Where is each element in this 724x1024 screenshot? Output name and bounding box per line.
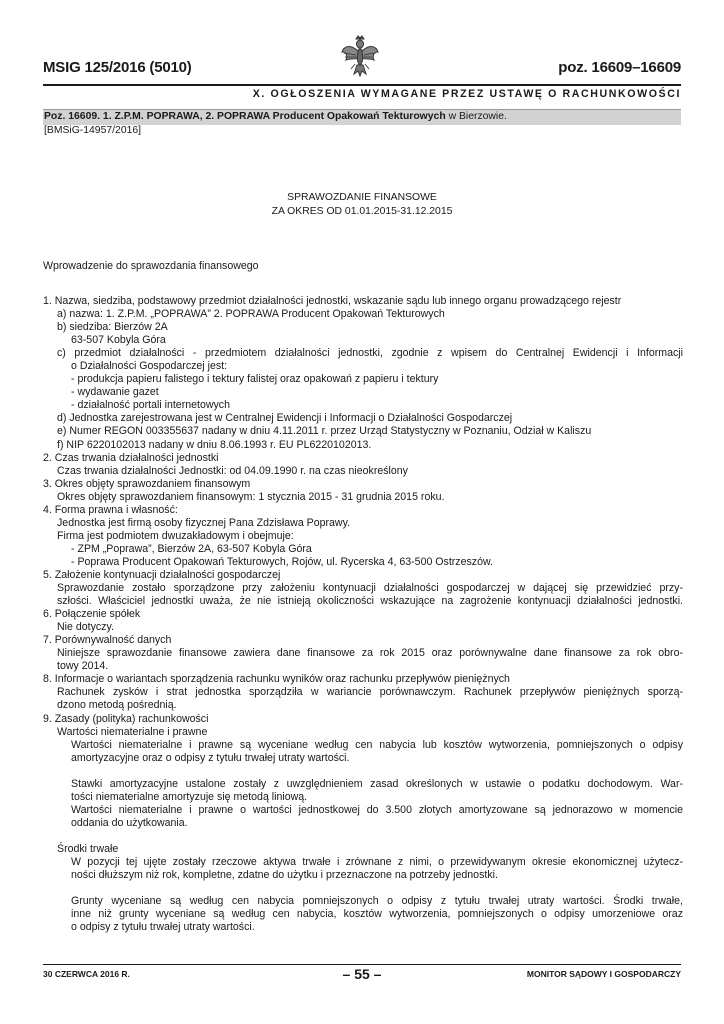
text-line: e) Numer REGON 003355637 nadany w dniu 4.11.2011 r. przez Urząd Statystyczny w Poznaniu, Odział w Kaliszu (57, 425, 592, 438)
paragraph-gap (43, 765, 683, 778)
text-line: o Działalności Gospodarczej jest: (71, 360, 228, 373)
text-line: towy 2014. (57, 660, 109, 673)
header-rule (43, 84, 681, 86)
text-line: b) siedziba: Bierzów 2A (57, 321, 168, 334)
text-line: 4. Forma prawna i własność: (43, 503, 178, 516)
text-line: - produkcja papieru falistego i tektury falistej oraz opakowań z papieru i tektury (71, 373, 439, 386)
text-line: o odpisy z tytułu trwałej utraty wartości. (71, 921, 255, 934)
text-line: tości niematerialne amortyzuje się metodą liniową. (71, 790, 308, 803)
text-line: Środki trwałe (57, 842, 119, 855)
text-line: 9. Zasady (polityka) rachunkowości (43, 712, 209, 725)
page-number: – 55 – (342, 966, 382, 982)
paragraph-gap (43, 882, 683, 895)
text-line: Rachunek zysków i strat jednostka sporządziła w wariancie porównawczym. Rachunek przepływów pieniężnych sporzą- (57, 686, 683, 699)
position-number: poz. 16609–16609 (558, 59, 681, 76)
text-line: - działalność portali internetowych (71, 399, 230, 412)
text-line: inne niż grunty wyceniane są według cen nabycia, kosztów wytworzenia, pomniejszonych o odpisy umorzeniowe oraz (71, 908, 683, 921)
text-line: f) NIP 6220102013 nadany w dniu 8.06.1993 r. EU PL6220102013. (57, 438, 372, 451)
report-title (43, 191, 681, 219)
text-line: Czas trwania działalności Jednostki: od 04.09.1990 r. na czas nieokreślony (57, 464, 408, 477)
report-period-line: ZA OKRES OD 01.01.2015-31.12.2015 (271, 206, 453, 217)
text-line: Okres objęty sprawozdaniem finansowym: 1 stycznia 2015 - 31 grudnia 2015 roku. (57, 490, 445, 503)
text-line: ności dłuższym niż rok, kompletne, zdatne do użytku i przeznaczone na potrzeby jednostki. (71, 868, 498, 881)
section-title: X. OGŁOSZENIA WYMAGANE PRZEZ USTAWĘ O RACHUNKOWOŚCI (252, 88, 681, 100)
notice-heading (44, 111, 680, 122)
text-line: Nie dotyczy. (57, 621, 114, 634)
document-body (43, 295, 683, 934)
notice-id: [BMSiG-14957/2016] (44, 125, 142, 136)
text-line: - wydawanie gazet (71, 386, 159, 399)
text-line: - Poprawa Producent Opakowań Tekturowych, Rojów, ul. Rycerska 4, 63-500 Ostrzeszów. (71, 555, 493, 568)
text-line: 6. Połączenie spółek (43, 608, 141, 621)
text-line: Sprawozdanie zostało sporządzone przy założeniu kontynuacji działalności gospodarczej w dającej się przewidzieć przy- (57, 582, 683, 595)
issue-number: MSIG 125/2016 (5010) (43, 59, 192, 76)
text-line: amortyzacyjne oraz o odpisy z tytułu trwałej utraty wartości. (71, 751, 350, 764)
text-line: d) Jednostka zarejestrowana jest w Centralnej Ewidencji i Informacji o Działalności Gospodarczej (57, 412, 513, 425)
intro-heading: Wprowadzenie do sprawozdania finansowego (43, 260, 259, 272)
footer-rule (43, 964, 681, 965)
paragraph-gap (43, 830, 683, 843)
notice-heading-rest: w Bierzowie. (445, 111, 507, 122)
text-line: 63-507 Kobyla Góra (71, 334, 166, 347)
text-line: Stawki amortyzacyjne ustalone zostały z uwzględnieniem zasad określonych w ustawie o podatku dochodowym. War- (71, 777, 683, 790)
notice-heading-bold: Poz. 16609. 1. Z.P.M. POPRAWA, 2. POPRAWA Producent Opakowań Tekturowych (44, 111, 446, 122)
text-line: c) przedmiot działalności - przedmiotem działalności jednostki, zgodnie z wpisem do Centralnej Ewidencji i Informacji (57, 347, 683, 360)
text-line: 7. Porównywalność danych (43, 634, 172, 647)
text-line: Grunty wyceniane są według cen nabycia pomniejszonych o odpisy z tytułu trwałej utraty wartości. Środki trwałe, (71, 895, 683, 908)
text-line: 1. Nazwa, siedziba, podstawowy przedmiot działalności jednostki, wskazanie sądu lub innego organu prowadzącego rejestr (43, 295, 622, 307)
polish-eagle-emblem-icon (340, 34, 380, 80)
footer-date: 30 CZERWCA 2016 R. (43, 969, 130, 979)
text-line: a) nazwa: 1. Z.P.M. „POPRAWA” 2. POPRAWA Producent Opakowań Tekturowych (57, 308, 445, 321)
text-line: 2. Czas trwania działalności jednostki (43, 451, 219, 464)
text-line: W pozycji tej ujęte zostały rzeczowe aktywa trwałe i zrównane z nimi, o przewidywanym okresie ekonomicznej użytecz- (71, 855, 683, 868)
text-line: oddania do użytkowania. (71, 816, 188, 829)
publication-name: MONITOR SĄDOWY I GOSPODARCZY (526, 969, 681, 979)
text-line: 8. Informacje o wariantach sporządzenia rachunku wyników oraz rachunku przepływów pieniężnych (43, 673, 510, 686)
text-line: Firma jest podmiotem dwuzakładowym i obejmuje: (57, 529, 294, 542)
text-line: dzono metodą pośrednią. (57, 699, 177, 712)
text-line: Wartości niematerialne i prawne (57, 725, 208, 738)
text-line: Wartości niematerialne i prawne są wyceniane według cen nabycia lub kosztów wytworzenia, pomniejszonych o odpisy (71, 738, 683, 751)
text-line: Wartości niematerialne i prawne o wartości jednostkowej do 3.500 złotych amortyzowane są jednorazowo w momencie (71, 803, 683, 816)
text-line: - ZPM „Poprawa”, Bierzów 2A, 63-507 Kobyla Góra (71, 542, 312, 555)
text-line: Jednostka jest firmą osoby fizycznej Pana Zdzisława Poprawy. (57, 516, 351, 529)
text-line: 5. Założenie kontynuacji działalności gospodarczej (43, 568, 281, 581)
text-line: szłości. Właściciel jednostki uważa, że nie istnieją okoliczności wskazujące na zagrożenie kontynuacji działalności jednostki. (57, 595, 683, 608)
report-title-line: SPRAWOZDANIE FINANSOWE (287, 192, 437, 203)
text-line: 3. Okres objęty sprawozdaniem finansowym (43, 477, 251, 490)
text-line: Niniejsze sprawozdanie finansowe zawiera dane finansowe za rok 2015 oraz porównywalne dane finansowe za rok obro- (57, 647, 683, 660)
